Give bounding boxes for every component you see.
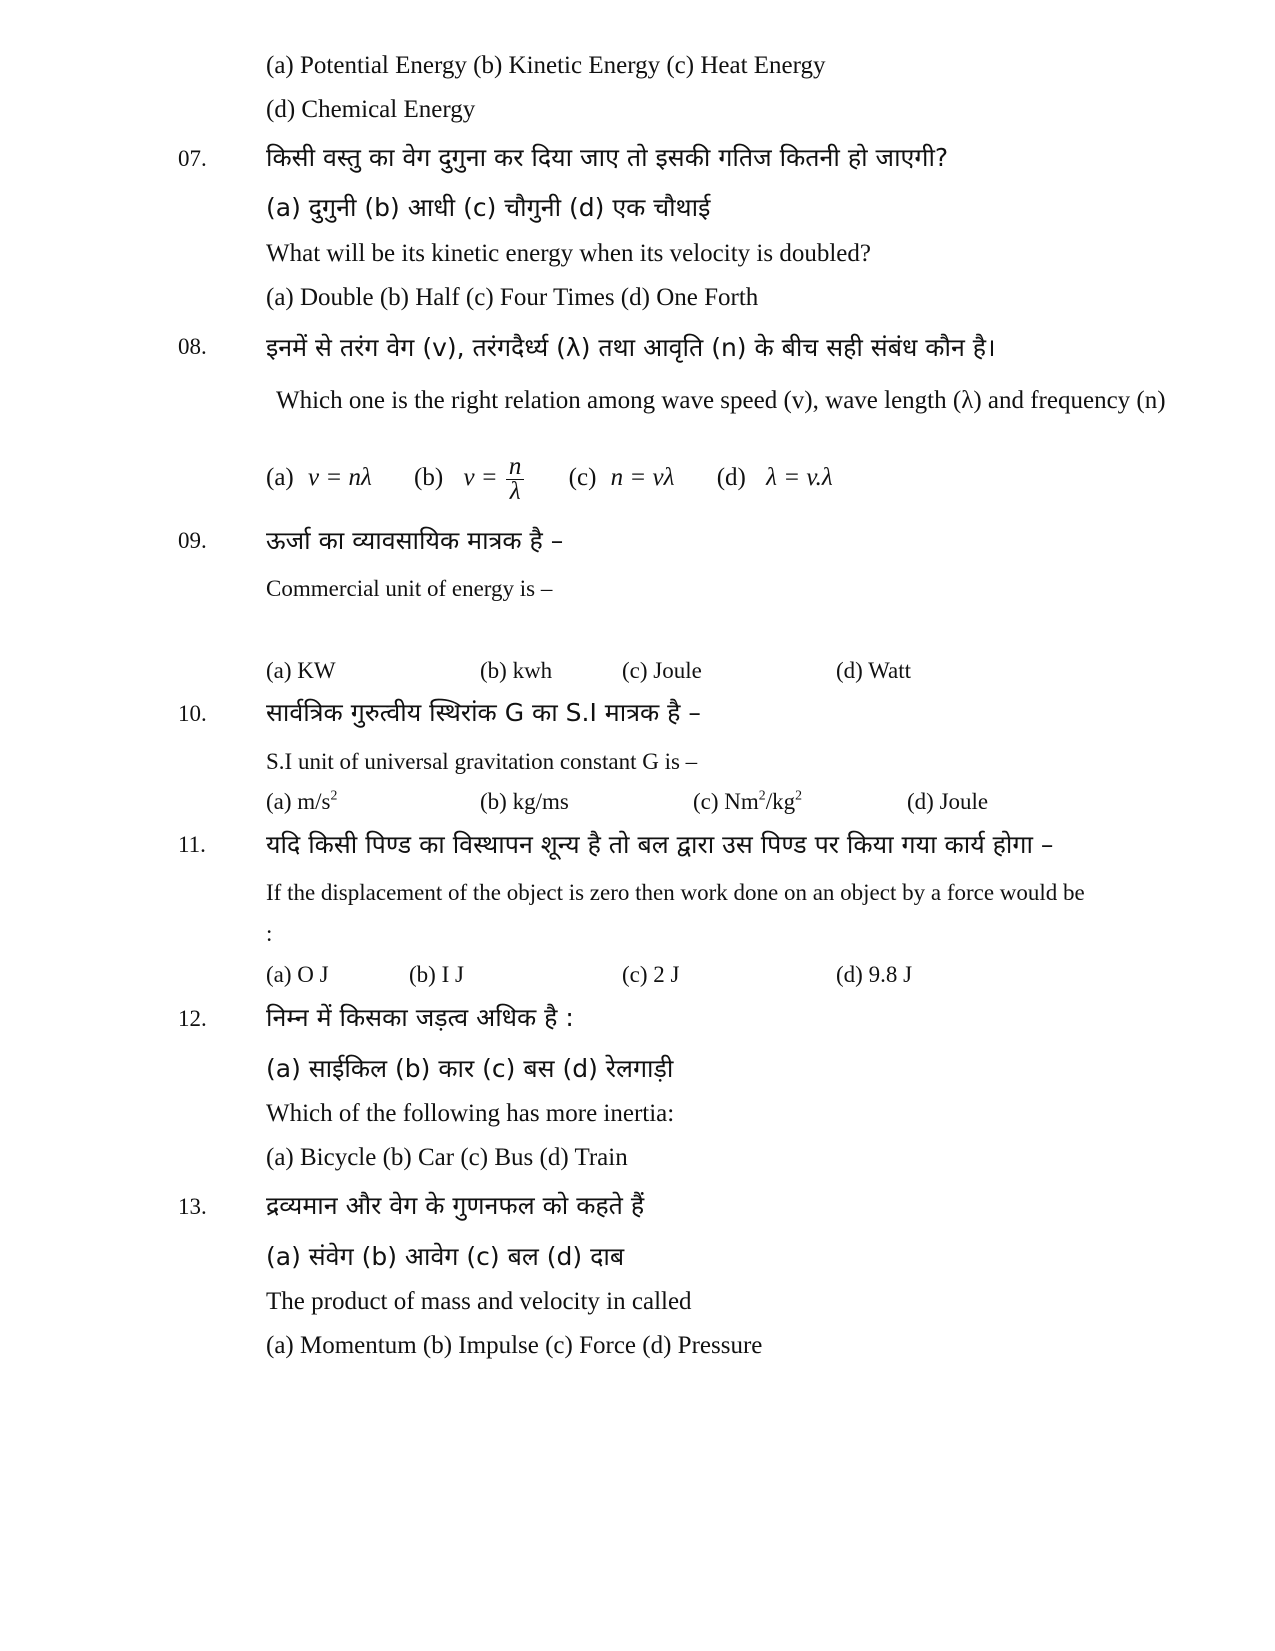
q13-hindi-question: द्रव्यमान और वेग के गुणनफल को कहते हैं (266, 1191, 645, 1220)
q10-option-c-mid: /kg (765, 789, 796, 814)
q10-option-a-base: (a) m/s (266, 789, 331, 814)
q09-hindi-question: ऊर्जा का व्यावसायिक मात्रक है – (266, 526, 564, 555)
q09-option-d: (d) Watt (836, 658, 912, 683)
q07-english-options: (a) Double (b) Half (c) Four Times (d) One Forth (266, 284, 759, 311)
q07-english-question: What will be its kinetic energy when its velocity is doubled? (266, 240, 871, 267)
q10-option-c-base: (c) Nm (693, 789, 759, 814)
q07-hindi-question: किसी वस्तु का वेग दुगुना कर दिया जाए तो इसकी गतिज कितनी हो जाएगी? (266, 143, 949, 172)
q10-hindi-question: सार्वत्रिक गुरुत्वीय स्थिरांक G का S.I मात्रक है – (266, 698, 701, 727)
q12-english-question: Which of the following has more inertia: (266, 1100, 675, 1127)
q08-opt-b-lhs: v = (463, 464, 498, 492)
q08-english-question: Which one is the right relation among wave speed (v), wave length (λ) and frequency (n) (276, 387, 1166, 414)
q08-opt-a-formula: v = nλ (308, 464, 372, 492)
q10-number: 10. (178, 701, 207, 726)
q12-hindi-question: निम्न में किसका जड़त्व अधिक है : (266, 1003, 574, 1032)
q10-option-c-exponent-2: 2 (795, 787, 802, 803)
q11-option-d: (d) 9.8 J (836, 962, 913, 987)
q08-opt-a-label: (a) (266, 464, 294, 492)
q09-english-question: Commercial unit of energy is – (266, 576, 553, 601)
q12-hindi-options: (a) साईकिल (b) कार (c) बस (d) रेलगाड़ी (266, 1054, 674, 1083)
q06-options-line-1: (a) Potential Energy (b) Kinetic Energy (c) Heat Energy (266, 52, 826, 79)
q08-opt-d-label: (d) (716, 464, 746, 492)
q10-option-a-exponent: 2 (330, 787, 338, 803)
q10-option-a (266, 789, 337, 815)
q08-hindi-question: इनमें से तरंग वेग (v), तरंगदैर्ध्य (λ) तथा आवृति (n) के बीच सही संबंध कौन है। (266, 333, 996, 362)
q13-english-question: The product of mass and velocity in called (266, 1288, 692, 1315)
q07-hindi-options: (a) दुगुनी (b) आधी (c) चौगुनी (d) एक चौथाई (266, 193, 711, 222)
q11-option-b: (b) I J (409, 962, 464, 987)
q11-hindi-question: यदि किसी पिण्ड का विस्थापन शून्य है तो बल द्वारा उस पिण्ड पर किया गया कार्य होगा – (266, 830, 1054, 859)
q10-english-question: S.I unit of universal gravitation constant G is – (266, 749, 698, 774)
q10-option-d: (d) Joule (907, 789, 989, 814)
q08-options (266, 455, 833, 504)
q08-number: 08. (178, 334, 207, 359)
q11-number: 11. (178, 832, 206, 857)
q09-option-b: (b) kwh (480, 658, 553, 683)
q06-options-line-2: (d) Chemical Energy (266, 96, 476, 123)
q08-opt-b-label: (b) (414, 464, 444, 492)
q11-english-question: If the displacement of the object is zero then work done on an object by a force would be (266, 880, 1085, 905)
q08-opt-b-fraction (506, 455, 525, 504)
q12-number: 12. (178, 1006, 207, 1031)
q13-english-options: (a) Momentum (b) Impulse (c) Force (d) Pressure (266, 1332, 763, 1359)
q08-opt-b-numerator: n (506, 455, 525, 480)
q09-option-a: (a) KW (266, 658, 336, 683)
q12-english-options: (a) Bicycle (b) Car (c) Bus (d) Train (266, 1144, 628, 1171)
q13-number: 13. (178, 1194, 207, 1219)
q11-option-c: (c) 2 J (622, 962, 680, 987)
q10-option-c-exponent-1: 2 (758, 787, 766, 803)
q07-number: 07. (178, 146, 207, 171)
q09-number: 09. (178, 528, 207, 553)
q10-option-b: (b) kg/ms (480, 789, 569, 814)
q08-opt-c-label: (c) (568, 464, 597, 492)
q11-option-a: (a) O J (266, 962, 329, 987)
q10-option-c (693, 789, 802, 815)
q11-english-continuation: : (266, 921, 273, 946)
q13-hindi-options: (a) संवेग (b) आवेग (c) बल (d) दाब (266, 1242, 625, 1271)
q08-opt-d-formula: λ = v.λ (766, 464, 833, 492)
q08-opt-c-formula: n = vλ (610, 464, 675, 492)
q08-opt-b-denominator: λ (509, 478, 521, 505)
q09-option-c: (c) Joule (622, 658, 702, 683)
